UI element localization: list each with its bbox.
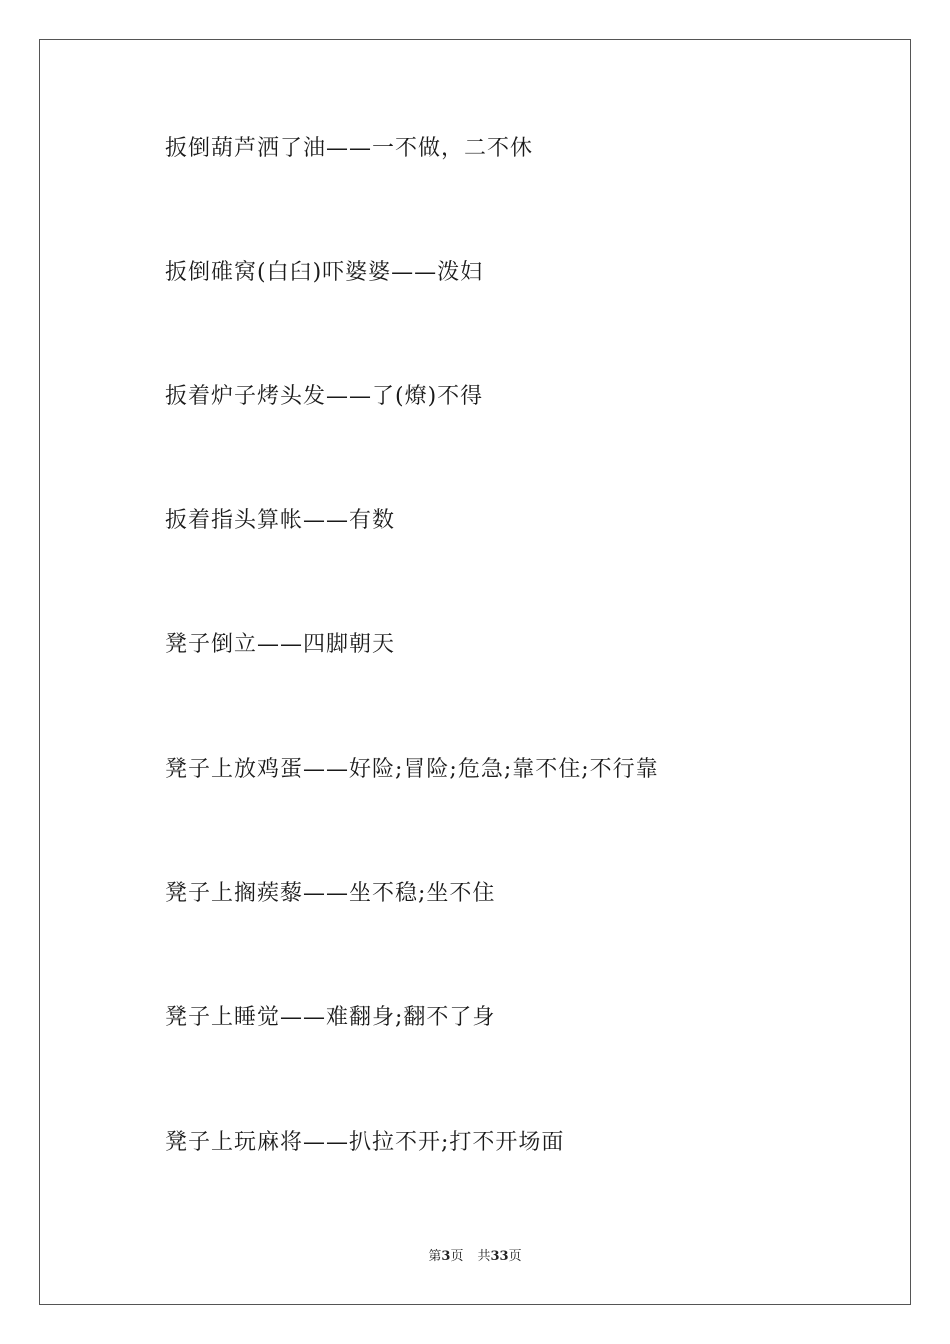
list-item: 凳子上睡觉——难翻身;翻不了身	[165, 1005, 496, 1030]
list-item: 凳子上放鸡蛋——好险;冒险;危急;靠不住;不行靠	[165, 757, 659, 782]
list-item: 凳子上搁蒺藜——坐不稳;坐不住	[165, 881, 496, 906]
list-item: 扳着炉子烤头发——了(燎)不得	[165, 384, 484, 409]
page-number: 3	[441, 1249, 451, 1264]
total-pages: 33	[490, 1249, 509, 1264]
page-suffix: 页	[450, 1249, 464, 1264]
total-prefix: 共	[477, 1249, 491, 1264]
list-item: 扳着指头算帐——有数	[165, 508, 396, 533]
page-border	[39, 39, 911, 1305]
list-item: 凳子倒立——四脚朝天	[165, 632, 396, 657]
list-item: 扳倒碓窝(白臼)吓婆婆——泼妇	[165, 260, 484, 285]
page-footer	[0, 1247, 950, 1267]
total-suffix: 页	[508, 1249, 522, 1264]
list-item: 凳子上玩麻将——扒拉不开;打不开场面	[165, 1130, 565, 1155]
page-prefix: 第	[428, 1249, 442, 1264]
list-item: 扳倒葫芦洒了油——一不做，二不休	[165, 136, 534, 161]
